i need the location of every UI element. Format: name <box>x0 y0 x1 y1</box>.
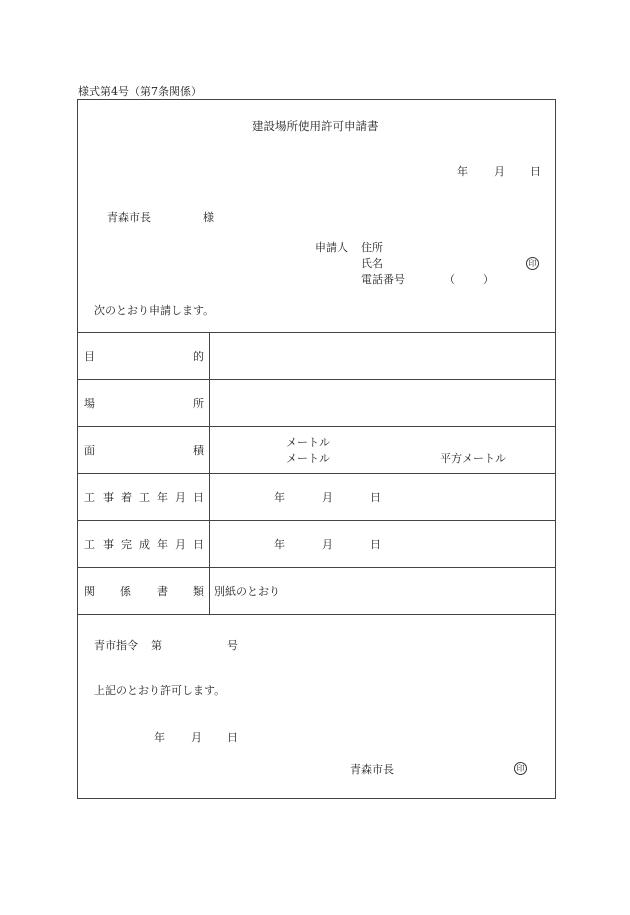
end-date-label-char: 月 <box>175 538 186 551</box>
end-date-label-char: 事 <box>103 538 114 551</box>
documents-label-char: 係 <box>120 585 131 598</box>
date-day: 日 <box>530 165 541 178</box>
table-rule <box>78 567 555 568</box>
start-date-label-char: 日 <box>193 491 204 504</box>
documents-value: 別紙のとおり <box>214 585 280 598</box>
documents-label-char: 書 <box>157 585 168 598</box>
area-label-2: 積 <box>193 444 204 457</box>
applicant-address-label: 住所 <box>361 241 383 254</box>
permit-seal-icon: 印 <box>514 762 527 775</box>
permit-signer: 青森市長 <box>350 763 394 776</box>
application-form <box>77 99 556 799</box>
request-text: 次のとおり申請します。 <box>94 304 215 317</box>
addressee-honorific: 様 <box>203 211 214 224</box>
permit-number-go: 号 <box>227 639 238 652</box>
table-rule <box>78 520 555 521</box>
documents-label-char: 類 <box>193 585 204 598</box>
form-title: 建設場所使用許可申請書 <box>252 119 379 133</box>
start-date-label-char: 事 <box>103 491 114 504</box>
applicant-phone-label: 電話番号 <box>361 273 405 286</box>
table-column-divider <box>209 332 210 614</box>
permit-date-month: 月 <box>191 731 202 744</box>
permit-date-year: 年 <box>154 731 165 744</box>
place-label-1: 場 <box>84 397 95 410</box>
permit-number-prefix: 青市指令 <box>94 639 138 652</box>
start-date-label-char: 工 <box>139 491 150 504</box>
end-date-day: 日 <box>370 538 381 551</box>
table-bottom-rule <box>78 614 555 615</box>
end-date-year: 年 <box>274 538 285 551</box>
area-unit-meter-2: メートル <box>286 452 330 465</box>
end-date-label-char: 年 <box>157 538 168 551</box>
applicant-label: 申請人 <box>315 241 348 254</box>
permit-date-day: 日 <box>227 731 238 744</box>
start-date-year: 年 <box>274 491 285 504</box>
start-date-day: 日 <box>370 491 381 504</box>
purpose-label-1: 目 <box>84 350 95 363</box>
permit-statement: 上記のとおり許可します。 <box>94 684 226 697</box>
documents-label-char: 関 <box>84 585 95 598</box>
table-top-rule <box>78 332 555 333</box>
table-rule <box>78 379 555 380</box>
date-year: 年 <box>457 165 468 178</box>
start-date-label-char: 年 <box>157 491 168 504</box>
permit-number-dai: 第 <box>151 639 162 652</box>
table-rule <box>78 473 555 474</box>
table-rule <box>78 426 555 427</box>
form-number: 様式第4号（第7条関係） <box>78 85 202 98</box>
applicant-phone-close: ） <box>483 273 494 286</box>
purpose-label-2: 的 <box>193 350 204 363</box>
end-date-month: 月 <box>322 538 333 551</box>
place-label-2: 所 <box>193 397 204 410</box>
start-date-label-char: 工 <box>84 491 95 504</box>
start-date-label-char: 着 <box>121 491 132 504</box>
start-date-month: 月 <box>322 491 333 504</box>
applicant-phone-open: （ <box>444 273 455 286</box>
end-date-label-char: 日 <box>193 538 204 551</box>
area-unit-square-meter: 平方メートル <box>440 452 506 465</box>
area-unit-meter-1: メートル <box>286 436 330 449</box>
end-date-label-char: 工 <box>84 538 95 551</box>
end-date-label-char: 完 <box>121 538 132 551</box>
start-date-label-char: 月 <box>175 491 186 504</box>
applicant-seal-icon: 印 <box>526 257 539 270</box>
addressee-name: 青森市長 <box>107 211 151 224</box>
area-label-1: 面 <box>84 444 95 457</box>
end-date-label-char: 成 <box>139 538 150 551</box>
date-month: 月 <box>494 165 505 178</box>
applicant-name-label: 氏名 <box>361 257 383 270</box>
